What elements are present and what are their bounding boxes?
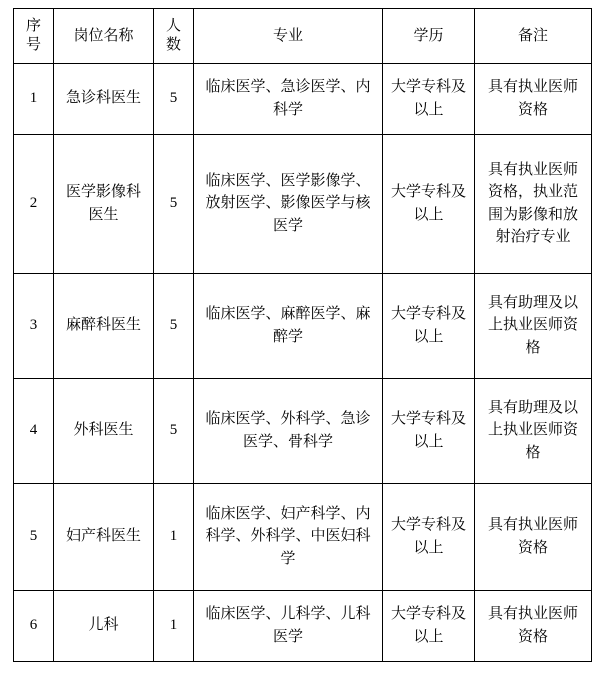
table-row [14, 483, 592, 590]
column-header-index-line2: 号 [25, 36, 41, 53]
column-header-index [14, 9, 54, 64]
cell-major: 临床医学、医学影像学、放射医学、影像医学与核医学 [194, 134, 383, 273]
cell-education: 大学专科及以上 [383, 134, 475, 273]
cell-remark: 具有执业医师资格 [475, 63, 592, 134]
cell-major: 临床医学、儿科学、儿科医学 [194, 590, 383, 661]
cell-education: 大学专科及以上 [383, 63, 475, 134]
cell-remark: 具有执业医师资格，执业范围为影像和放射治疗专业 [475, 134, 592, 273]
cell-major: 临床医学、妇产科学、内科学、外科学、中医妇科学 [194, 483, 383, 590]
column-header-count-line2: 数 [165, 36, 181, 53]
cell-education: 大学专科及以上 [383, 590, 475, 661]
cell-remark: 具有助理及以上执业医师资格 [475, 378, 592, 483]
cell-remark: 具有执业医师资格 [475, 483, 592, 590]
table-row [14, 378, 592, 483]
cell-index: 5 [14, 483, 54, 590]
table-row [14, 134, 592, 273]
cell-post: 儿科 [54, 590, 154, 661]
column-header-count-line1: 人 [165, 18, 181, 34]
cell-index: 2 [14, 134, 54, 273]
column-header-count [154, 9, 194, 64]
table-row [14, 273, 592, 378]
cell-major: 临床医学、急诊医学、内科学 [194, 63, 383, 134]
cell-post: 妇产科医生 [54, 483, 154, 590]
cell-post: 急诊科医生 [54, 63, 154, 134]
cell-post: 麻醉科医生 [54, 273, 154, 378]
cell-count: 1 [154, 483, 194, 590]
column-header-index-line1: 序 [25, 18, 41, 34]
cell-education: 大学专科及以上 [383, 378, 475, 483]
cell-count: 5 [154, 273, 194, 378]
cell-post: 医学影像科医生 [54, 134, 154, 273]
cell-count: 5 [154, 63, 194, 134]
cell-education: 大学专科及以上 [383, 273, 475, 378]
cell-count: 5 [154, 134, 194, 273]
cell-count: 1 [154, 590, 194, 661]
cell-index: 6 [14, 590, 54, 661]
table-row [14, 63, 592, 134]
column-header-education: 学历 [383, 9, 475, 64]
column-header-post: 岗位名称 [54, 9, 154, 64]
cell-major: 临床医学、外科学、急诊医学、骨科学 [194, 378, 383, 483]
cell-education: 大学专科及以上 [383, 483, 475, 590]
table-row [14, 590, 592, 661]
cell-index: 4 [14, 378, 54, 483]
table-header-row [14, 9, 592, 64]
cell-count: 5 [154, 378, 194, 483]
cell-index: 3 [14, 273, 54, 378]
column-header-major: 专业 [194, 9, 383, 64]
cell-remark: 具有助理及以上执业医师资格 [475, 273, 592, 378]
cell-index: 1 [14, 63, 54, 134]
recruitment-table [13, 8, 592, 662]
cell-major: 临床医学、麻醉医学、麻醉学 [194, 273, 383, 378]
cell-post: 外科医生 [54, 378, 154, 483]
cell-remark: 具有执业医师资格 [475, 590, 592, 661]
column-header-remark: 备注 [475, 9, 592, 64]
